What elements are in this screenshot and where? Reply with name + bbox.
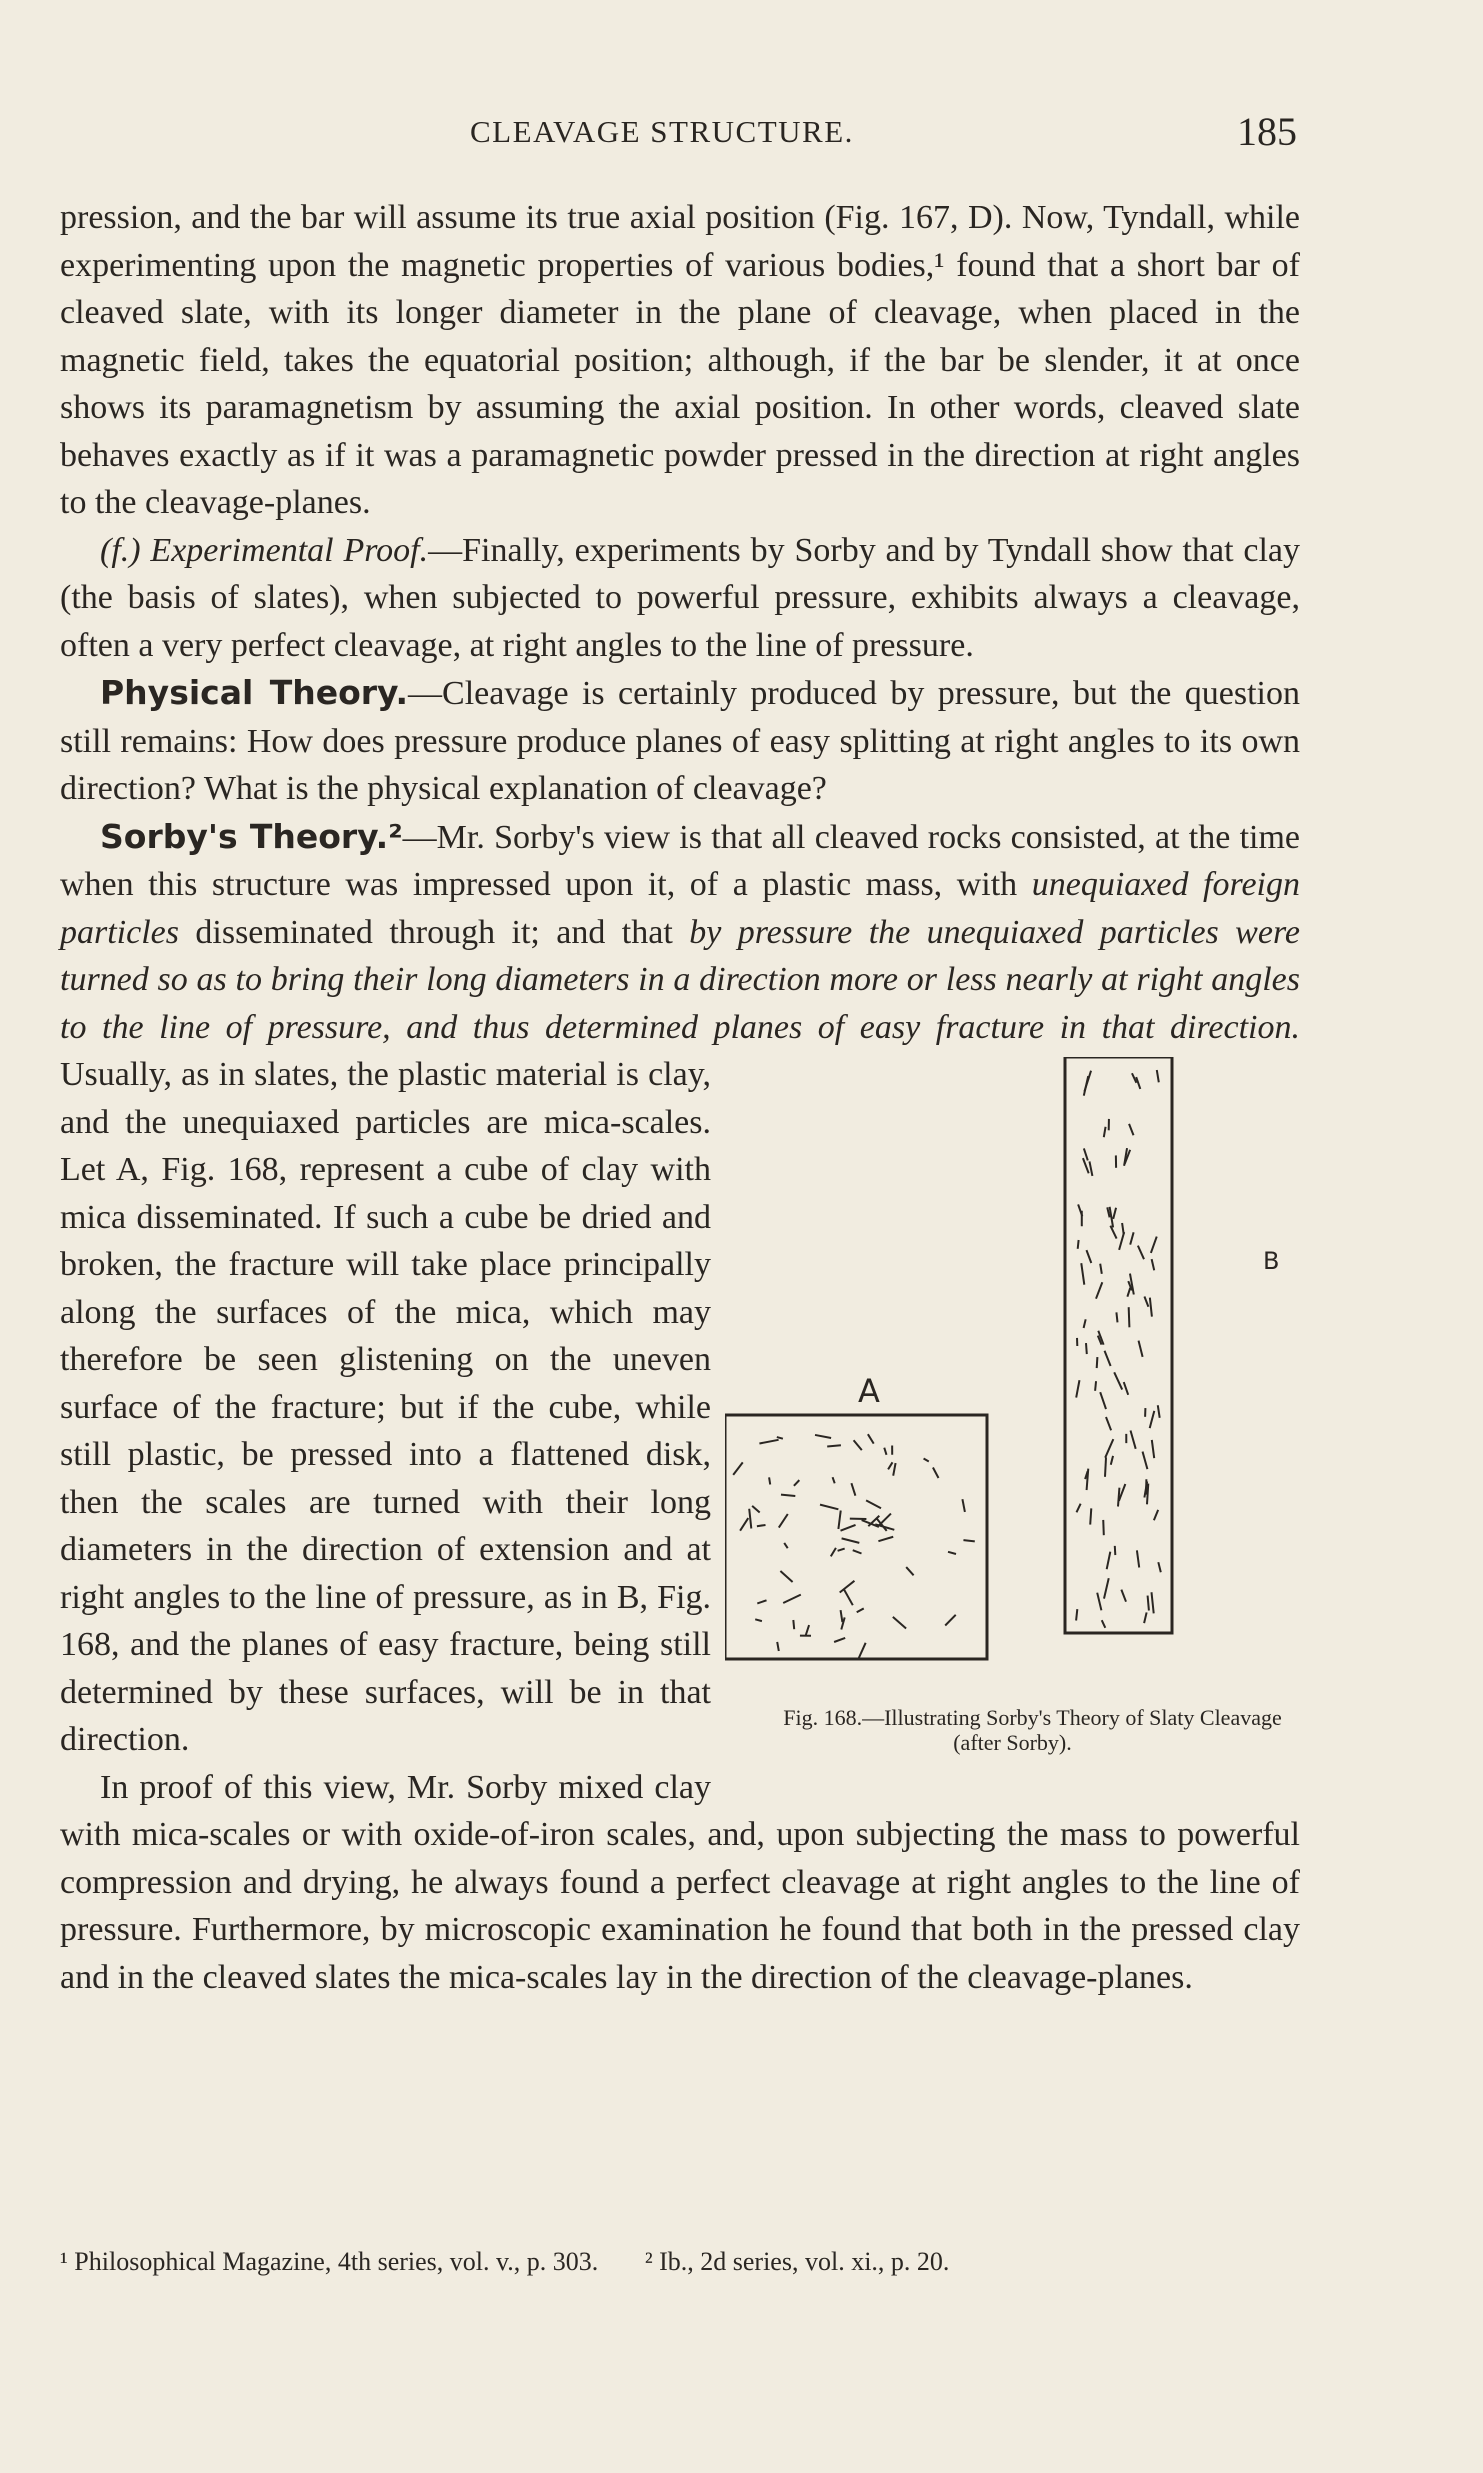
mica-scale xyxy=(1078,1240,1079,1249)
footnotes xyxy=(60,2247,1300,2277)
mica-scale xyxy=(779,1514,788,1528)
page-header xyxy=(0,108,1483,158)
mica-scale xyxy=(815,1435,831,1438)
mica-scale xyxy=(1158,1562,1160,1572)
mica-scale xyxy=(1129,1307,1130,1327)
mica-scale xyxy=(749,1509,751,1529)
mica-scale xyxy=(1110,1226,1116,1239)
mica-scale xyxy=(838,1510,840,1529)
mica-scale xyxy=(1081,1263,1084,1285)
mica-scale xyxy=(1076,1609,1077,1620)
mica-scale xyxy=(1157,1070,1159,1082)
mica-scale xyxy=(857,1608,864,1612)
mica-scale xyxy=(1152,1440,1154,1458)
mica-scale xyxy=(1130,1274,1134,1295)
mica-scale xyxy=(1150,1298,1152,1317)
mica-scale xyxy=(1106,1417,1111,1430)
mica-scale xyxy=(1084,1319,1086,1328)
mica-scale xyxy=(851,1483,855,1496)
mica-scale xyxy=(862,1520,879,1527)
mica-scale xyxy=(1127,1288,1130,1297)
mica-scale xyxy=(858,1643,865,1659)
mica-scale xyxy=(1107,1552,1111,1570)
mica-scale xyxy=(1100,1264,1102,1274)
paragraph-sorby-theory xyxy=(60,813,1300,1764)
cube-a-mica-scales xyxy=(733,1434,975,1659)
mica-scale xyxy=(1096,1282,1102,1298)
mica-scale xyxy=(933,1468,939,1478)
sorby-text-b: unequiaxed foreign particles xyxy=(60,866,1301,951)
mica-scale xyxy=(838,1549,845,1551)
mica-scale xyxy=(893,1463,895,1476)
sorby-text-c: disseminated through it; and that xyxy=(178,913,690,951)
mica-scale xyxy=(906,1567,913,1575)
sorby-theory-heading: Sorby's Theory.² xyxy=(100,816,403,856)
mica-scale xyxy=(1084,1148,1088,1160)
mica-scale xyxy=(793,1620,794,1629)
mica-scale xyxy=(827,1445,841,1446)
mica-scale xyxy=(1152,1259,1155,1270)
figure-168-illustration xyxy=(725,1057,1300,1702)
mica-scale xyxy=(1113,1208,1116,1219)
mica-scale xyxy=(1119,1232,1124,1250)
mica-scale xyxy=(878,1537,893,1541)
paragraph-physical-theory xyxy=(60,669,1300,813)
mica-scale xyxy=(866,1500,881,1508)
mica-scale xyxy=(1130,1232,1133,1244)
mica-scale xyxy=(924,1459,929,1462)
mica-scale xyxy=(1104,1127,1106,1137)
mica-scale xyxy=(1097,1593,1101,1611)
mica-scale xyxy=(806,1625,810,1636)
mica-scale xyxy=(1138,1246,1144,1260)
body-text xyxy=(60,194,1300,2001)
mica-scale xyxy=(1158,1405,1160,1418)
mica-scale xyxy=(831,1548,836,1557)
mica-scale xyxy=(1137,1550,1139,1567)
mica-scale xyxy=(841,1610,843,1622)
figure-label-a: A xyxy=(858,1372,880,1410)
physical-theory-text: —Cleavage is certainly produced by pressure, but the question still remains: How does pressure produce planes of easy splitting at right angles to its own direction? What is the physical explanation of cleavage? xyxy=(60,675,1300,807)
mica-scale xyxy=(1154,1510,1158,1520)
mica-scale xyxy=(1076,1380,1079,1397)
mica-scale xyxy=(1102,1620,1106,1628)
mica-scale xyxy=(740,1518,748,1531)
mica-scale xyxy=(1086,1250,1091,1263)
mica-scale xyxy=(842,1538,860,1543)
mica-scale xyxy=(777,1437,783,1439)
mica-scale xyxy=(868,1434,874,1443)
disk-b-mica-scales xyxy=(1076,1070,1161,1628)
mica-scale xyxy=(948,1552,956,1554)
mica-scale xyxy=(1111,1456,1113,1465)
mica-scale xyxy=(757,1525,766,1526)
mica-scale xyxy=(755,1619,762,1621)
mica-scale xyxy=(963,1540,974,1541)
mica-scale xyxy=(777,1642,779,1651)
mica-scale xyxy=(841,1525,856,1531)
mica-scale xyxy=(1150,1411,1155,1428)
mica-scale xyxy=(1118,1488,1119,1507)
mica-scale xyxy=(854,1440,862,1450)
paragraph-1: pression, and the bar will assume its true axial position (Fig. 167, D). Now, Tyndall, while experimenting upon the magnetic properties of various bodies,¹ found that a short bar of cleaved slate, with its longer diameter in the plane of cleavage, when placed in the magnetic field, takes the equatorial position; although, if the bar be slender, it at once shows its paramagnetism by assuming the axial position. In other words, cleaved slate behaves exactly as if it was a paramagnetic powder pressed in the direction at right angles to the cleavage-planes. xyxy=(60,199,1300,521)
disk-b-outline xyxy=(1065,1057,1172,1633)
mica-scale xyxy=(1114,1372,1122,1389)
figure-168 xyxy=(725,1057,1300,1787)
mica-scale xyxy=(853,1550,862,1553)
mica-scale xyxy=(781,1495,795,1496)
mica-scale xyxy=(1131,1430,1136,1448)
sorby-text-a: —Mr. Sorby's view is that all cleaved rocks consisted, at the time when this structure was impressed upon it, of a plastic mass, with xyxy=(60,818,1301,903)
mica-scale xyxy=(783,1595,801,1603)
mica-scale xyxy=(1084,1076,1088,1096)
footnote-1: ¹ Philosophical Magazine, 4th series, vol. v., p. 303. xyxy=(60,2247,599,2276)
mica-scale xyxy=(1090,1508,1091,1524)
mica-scale xyxy=(879,1514,891,1526)
mica-scale xyxy=(1151,1237,1157,1253)
mica-scale xyxy=(1086,1343,1087,1354)
mica-scale xyxy=(833,1477,835,1483)
mica-scale xyxy=(888,1462,892,1469)
mica-scale xyxy=(1095,1381,1096,1391)
mica-scale xyxy=(844,1589,853,1606)
footnote-2: ² Ib., 2d series, vol. xi., p. 20. xyxy=(644,2247,950,2276)
mica-scale xyxy=(784,1543,787,1548)
mica-scale xyxy=(1105,1457,1106,1476)
mica-scale xyxy=(757,1600,766,1603)
sorby-text-d: by pressure the unequiaxed particles were turned so as to bring their long diameters in a direction more or less nearly at right angles to the line of pressure, and thus determined planes of easy fracture in that direction. xyxy=(60,913,1301,1046)
mica-scale xyxy=(769,1477,770,1484)
mica-scale xyxy=(1116,1312,1117,1322)
mica-scale xyxy=(1083,1158,1089,1173)
mica-scale xyxy=(962,1499,964,1512)
page-number: 185 xyxy=(1237,109,1297,154)
mica-scale xyxy=(1077,1504,1081,1513)
experimental-proof-label: (f.) Experimental Proof. xyxy=(100,531,429,569)
mica-scale xyxy=(780,1571,792,1582)
mica-scale xyxy=(834,1638,845,1642)
mica-scale xyxy=(1136,1077,1140,1089)
mica-scale xyxy=(794,1480,799,1486)
mica-scale xyxy=(893,1617,906,1629)
mica-scale xyxy=(1105,1351,1111,1366)
mica-scale xyxy=(1144,1612,1147,1623)
mica-scale xyxy=(752,1506,760,1513)
mica-scale xyxy=(1121,1590,1126,1602)
mica-scale xyxy=(820,1505,838,1510)
mica-scale xyxy=(840,1581,855,1593)
figure-caption: Fig. 168.—Illustrating Sorby's Theory of Slaty Cleavage (after Sorby). xyxy=(783,1705,1282,1755)
mica-scale xyxy=(1089,1161,1092,1175)
mica-scale xyxy=(1151,1592,1153,1613)
sorby-text-e: Usually, as in slates, the plastic material is clay, and the unequiaxed particles are mica-scales. Let A, Fig. 168, represent a cube of clay with mica disseminated. If such a cube be dried and broken, the fracture will take place principally along the surfaces of the mica, which may therefore be seen glistening on the uneven surface of the fracture; but if the cube, while still plastic, be pressed into a flattened disk, then the scales are turned with their long diameters in the direction of extension and at right angles to the line of pressure, as in B, Fig. 168, and the planes of easy fracture, being still determined by these surfaces, will be in that direction. xyxy=(60,1056,711,1758)
mica-scale xyxy=(759,1440,778,1444)
running-head: CLEAVAGE STRUCTURE. xyxy=(470,114,854,149)
mica-scale xyxy=(1148,1596,1149,1611)
paragraph-experimental-proof xyxy=(60,527,1300,670)
mica-scale xyxy=(1104,1578,1109,1598)
mica-scale xyxy=(1139,1341,1143,1357)
mica-scale xyxy=(1103,1520,1104,1535)
physical-theory-heading: Physical Theory. xyxy=(100,673,409,712)
paragraph-proof: In proof of this view, Mr. Sorby mixed clay with mica-scales or with oxide-of-iron scales, and, upon subjecting the mass to powerful compression and drying, he always found a perfect cleavage at right angles to the line of pressure. Furthermore, by microscopic examination he found that both in the pressed clay and in the cleaved slates the mica-scales lay in the direction of the cleavage-planes. xyxy=(60,1768,1300,1996)
mica-scale xyxy=(1129,1124,1133,1135)
mica-scale xyxy=(1100,1392,1106,1409)
mica-scale xyxy=(945,1615,956,1626)
mica-scale xyxy=(1144,1296,1148,1306)
mica-scale xyxy=(1105,1439,1113,1458)
mica-scale xyxy=(1143,1452,1148,1470)
mica-scale xyxy=(1124,1382,1128,1395)
mica-scale xyxy=(884,1448,886,1455)
experimental-proof-text: —Finally, experiments by Sorby and by Tyndall show that clay (the basis of slates), when subjected to powerful pressure, exhibits always a cleavage, often a very perfect cleavage, at right angles to the line of pressure. xyxy=(60,531,1300,664)
mica-scale xyxy=(1115,1546,1116,1555)
mica-scale xyxy=(733,1462,743,1475)
mica-scale xyxy=(1097,1357,1098,1368)
figure-label-b: B xyxy=(1263,1247,1280,1275)
